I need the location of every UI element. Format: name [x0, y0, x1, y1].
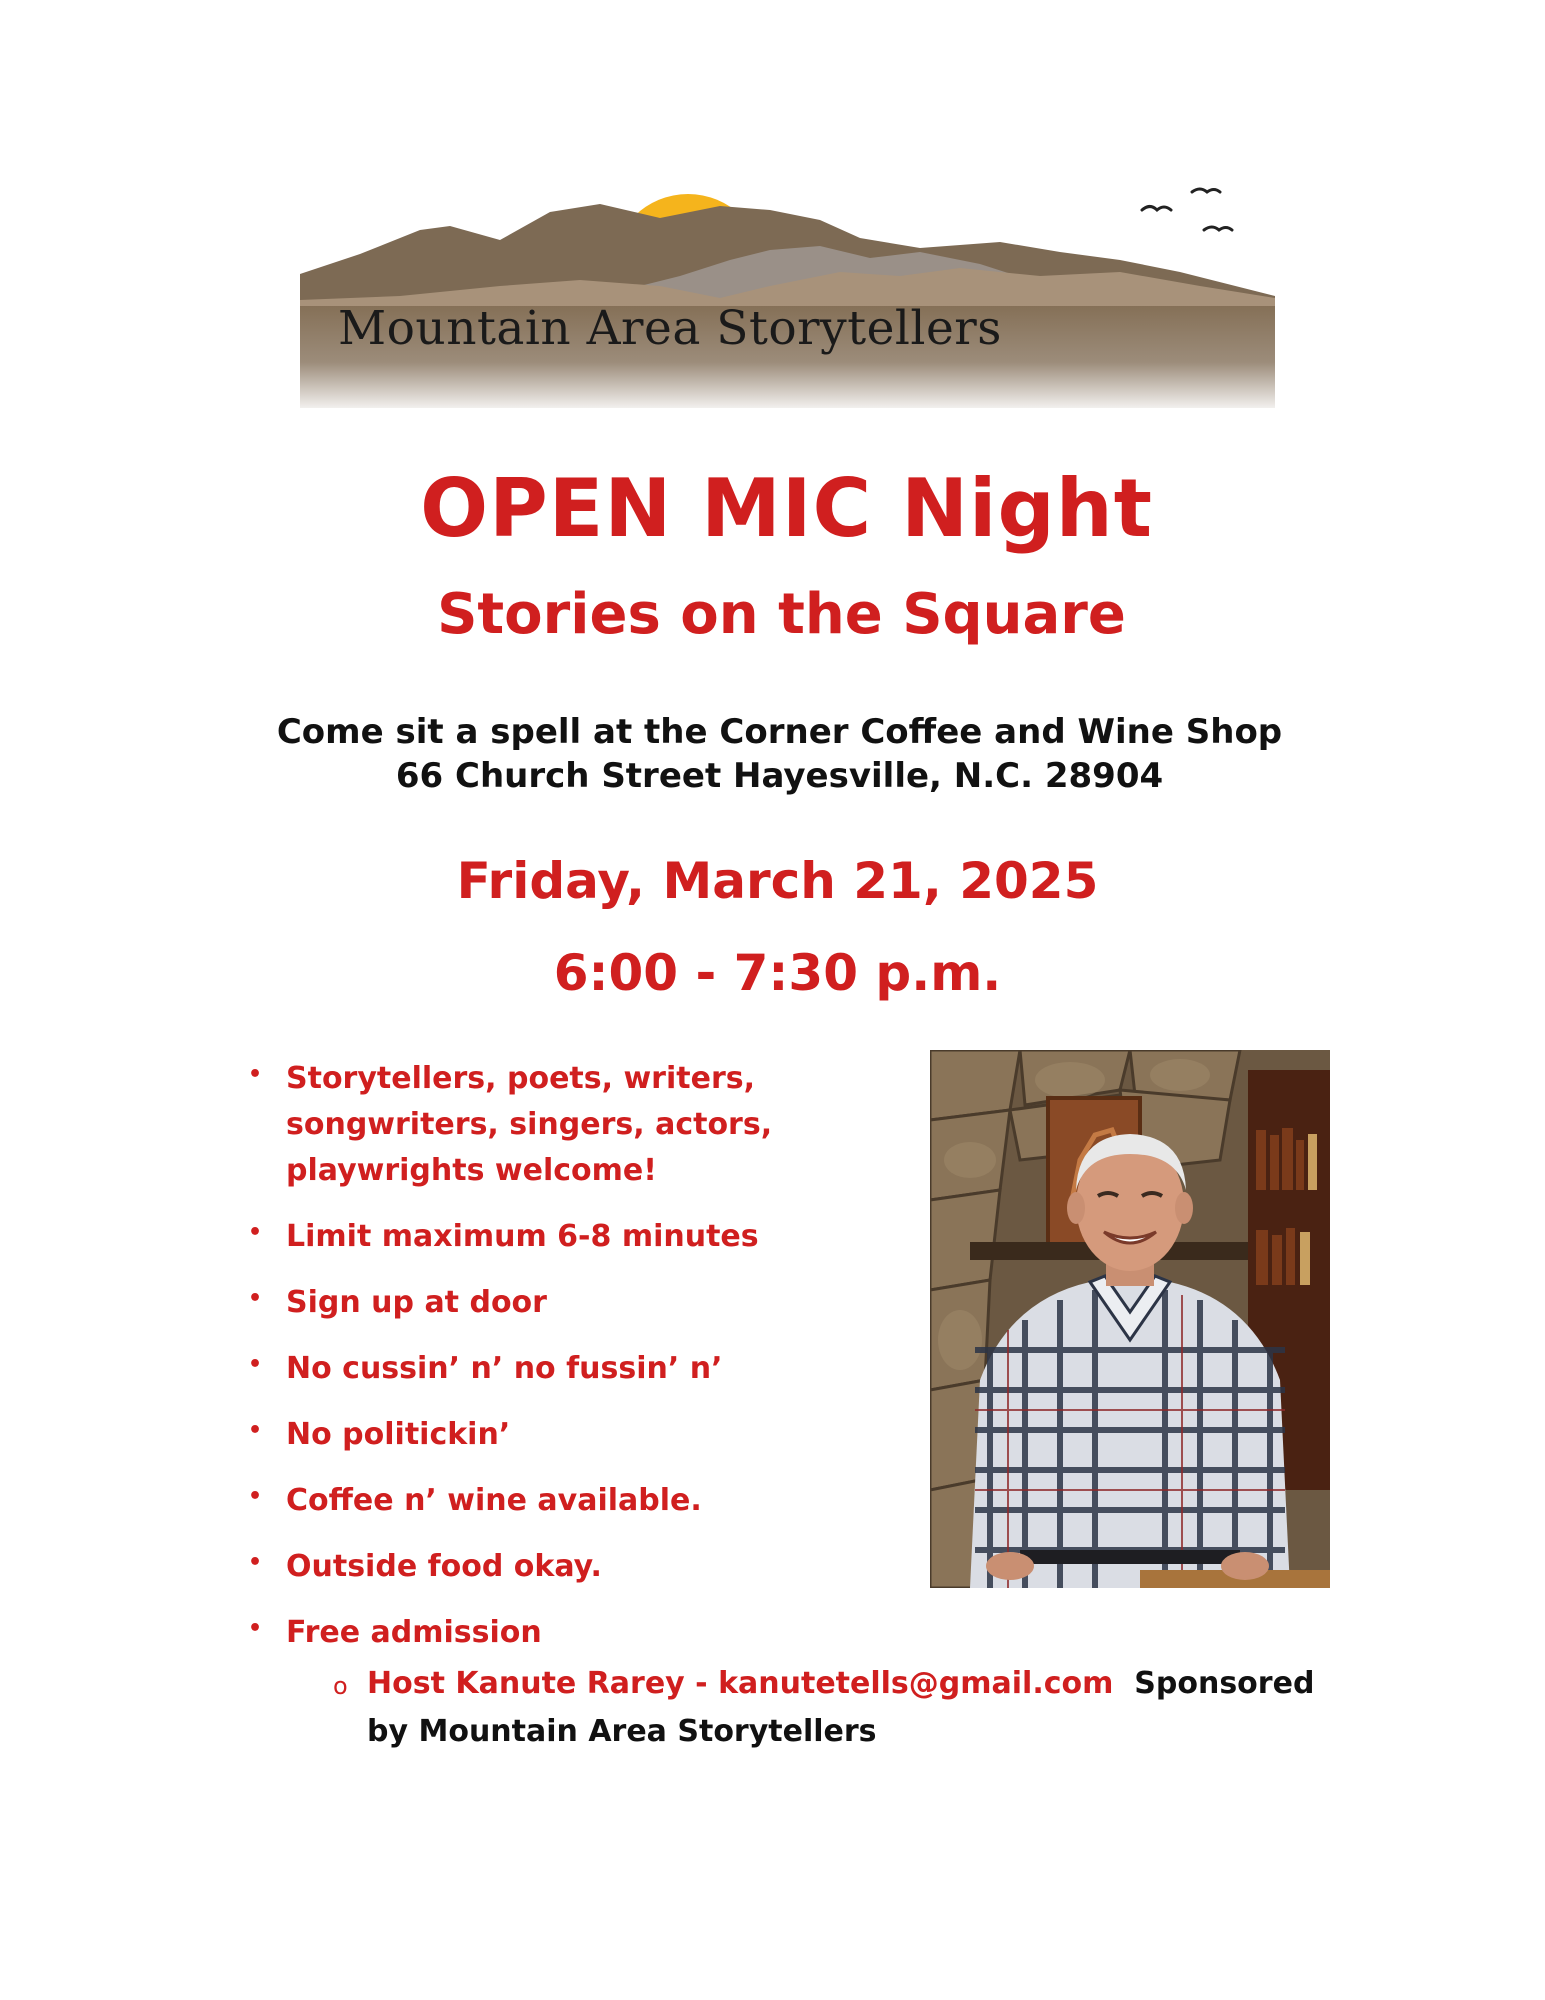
- host-sponsor-line: [333, 1660, 1343, 1756]
- list-item-text: Sign up at door: [286, 1285, 547, 1320]
- bullet-icon: •: [248, 1352, 263, 1377]
- event-date: Friday, March 21, 2025: [456, 852, 1099, 910]
- list-item-text: Storytellers, poets, writers, songwriters, singers, actors, playwrights welcome!: [286, 1061, 773, 1188]
- host-contact: Host Kanute Rarey - kanutetells@gmail.com: [367, 1666, 1114, 1701]
- birds-icon: [1142, 189, 1232, 230]
- bullet-icon: •: [248, 1616, 263, 1641]
- sub-bullet-icon: o: [333, 1672, 348, 1700]
- venue-address: 66 Church Street Hayesville, N.C. 28904: [395, 756, 1164, 796]
- list-item: [248, 1610, 868, 1656]
- list-item-text: No politickin’: [286, 1417, 511, 1452]
- mountain-sun-logo-graphic: [300, 168, 1275, 408]
- event-rules-list: [248, 1056, 868, 1676]
- list-item: [248, 1544, 868, 1590]
- list-item: [248, 1280, 868, 1326]
- bullet-icon: •: [248, 1550, 263, 1575]
- headline: OPEN MIC Night: [420, 462, 1153, 555]
- event-time: 6:00 - 7:30 p.m.: [553, 944, 1002, 1002]
- list-item: [248, 1214, 868, 1260]
- list-item: [248, 1478, 868, 1524]
- list-item: [248, 1056, 868, 1194]
- bullet-icon: •: [248, 1220, 263, 1245]
- list-item-text: Outside food okay.: [286, 1549, 602, 1584]
- list-item: [248, 1412, 868, 1458]
- host-text-block: [333, 1660, 1343, 1756]
- logo-wordmark: Mountain Area Storytellers: [338, 301, 1002, 356]
- list-item-text: Free admission: [286, 1615, 542, 1650]
- storyteller-photo: [930, 1050, 1330, 1588]
- bullet-icon: •: [248, 1062, 263, 1087]
- bullet-icon: •: [248, 1418, 263, 1443]
- list-item: [248, 1346, 868, 1392]
- bullet-icon: •: [248, 1286, 263, 1311]
- subheadline: Stories on the Square: [437, 582, 1126, 647]
- venue-line-1: Come sit a spell at the Corner Coffee and Wine Shop: [276, 712, 1283, 752]
- list-item-text: Limit maximum 6-8 minutes: [286, 1219, 759, 1254]
- mountain-area-storytellers-logo: [300, 168, 1275, 408]
- list-item-text: No cussin’ n’ no fussin’ n’: [286, 1351, 723, 1386]
- sponsor-text: Sponsored by Mountain Area Storytellers: [367, 1666, 1315, 1749]
- bullet-icon: •: [248, 1484, 263, 1509]
- storyteller-photo-graphic: [930, 1050, 1330, 1588]
- list-item-text: Coffee n’ wine available.: [286, 1483, 702, 1518]
